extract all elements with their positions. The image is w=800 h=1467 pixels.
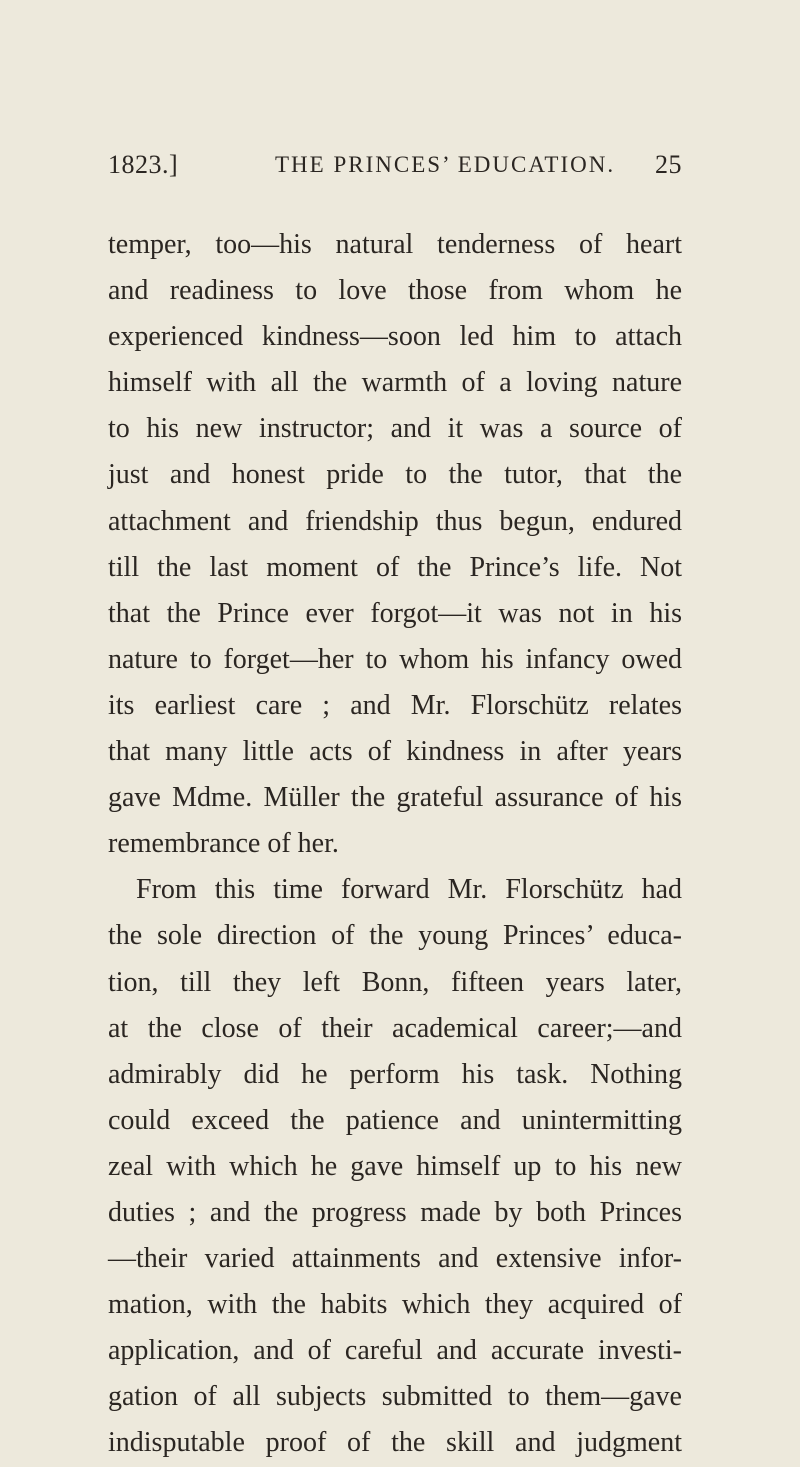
text-line: its earliest care ; and Mr. Florschütz relates	[108, 689, 682, 721]
page-number: 25	[655, 150, 682, 179]
text-line: tion, till they left Bonn, fifteen years later,	[108, 966, 682, 998]
text-line: temper, too—his natural tenderness of heart	[108, 229, 682, 260]
running-head	[108, 150, 682, 190]
text-line: himself with all the warmth of a loving nature	[108, 367, 682, 399]
text-line: could exceed the patience and unintermitting	[108, 1104, 682, 1136]
paragraph-start-line: From this time forward Mr. Florschütz had	[136, 874, 682, 906]
text-line: —their varied attainments and extensive infor-	[108, 1243, 682, 1275]
text-line: gave Mdme. Müller the grateful assurance of his	[108, 782, 682, 814]
text-line: duties ; and the progress made by both Princes	[108, 1196, 682, 1228]
text-line: experienced kindness—soon led him to attach	[108, 321, 682, 353]
text-line: indisputable proof of the skill and judgment	[108, 1427, 682, 1459]
paragraph-end-line: remembrance of her.	[108, 828, 339, 860]
text-line: the sole direction of the young Princes’ educa-	[108, 920, 682, 952]
text-line: and readiness to love those from whom he	[108, 275, 682, 307]
text-line: that the Prince ever forgot—it was not in his	[108, 597, 682, 629]
text-line: gation of all subjects submitted to them—gave	[108, 1381, 682, 1413]
text-line: that many little acts of kindness in after years	[108, 736, 682, 768]
running-head-title: THE PRINCES’ EDUCATION.	[275, 152, 616, 177]
text-line: attachment and friendship thus begun, endured	[108, 505, 682, 537]
text-line: till the last moment of the Prince’s life. Not	[108, 551, 682, 583]
text-line: zeal with which he gave himself up to his new	[108, 1150, 682, 1182]
text-line: application, and of careful and accurate investi-	[108, 1335, 682, 1367]
running-head-year: 1823.]	[108, 150, 179, 179]
text-line: nature to forget—her to whom his infancy owed	[108, 643, 682, 675]
text-line: at the close of their academical career;—and	[108, 1012, 682, 1044]
body-text	[108, 222, 682, 1467]
text-line: just and honest pride to the tutor, that the	[108, 459, 682, 491]
text-line: mation, with the habits which they acquired of	[108, 1289, 682, 1321]
text-line: admirably did he perform his task. Nothing	[108, 1058, 682, 1090]
text-line: to his new instructor; and it was a source of	[108, 413, 682, 445]
